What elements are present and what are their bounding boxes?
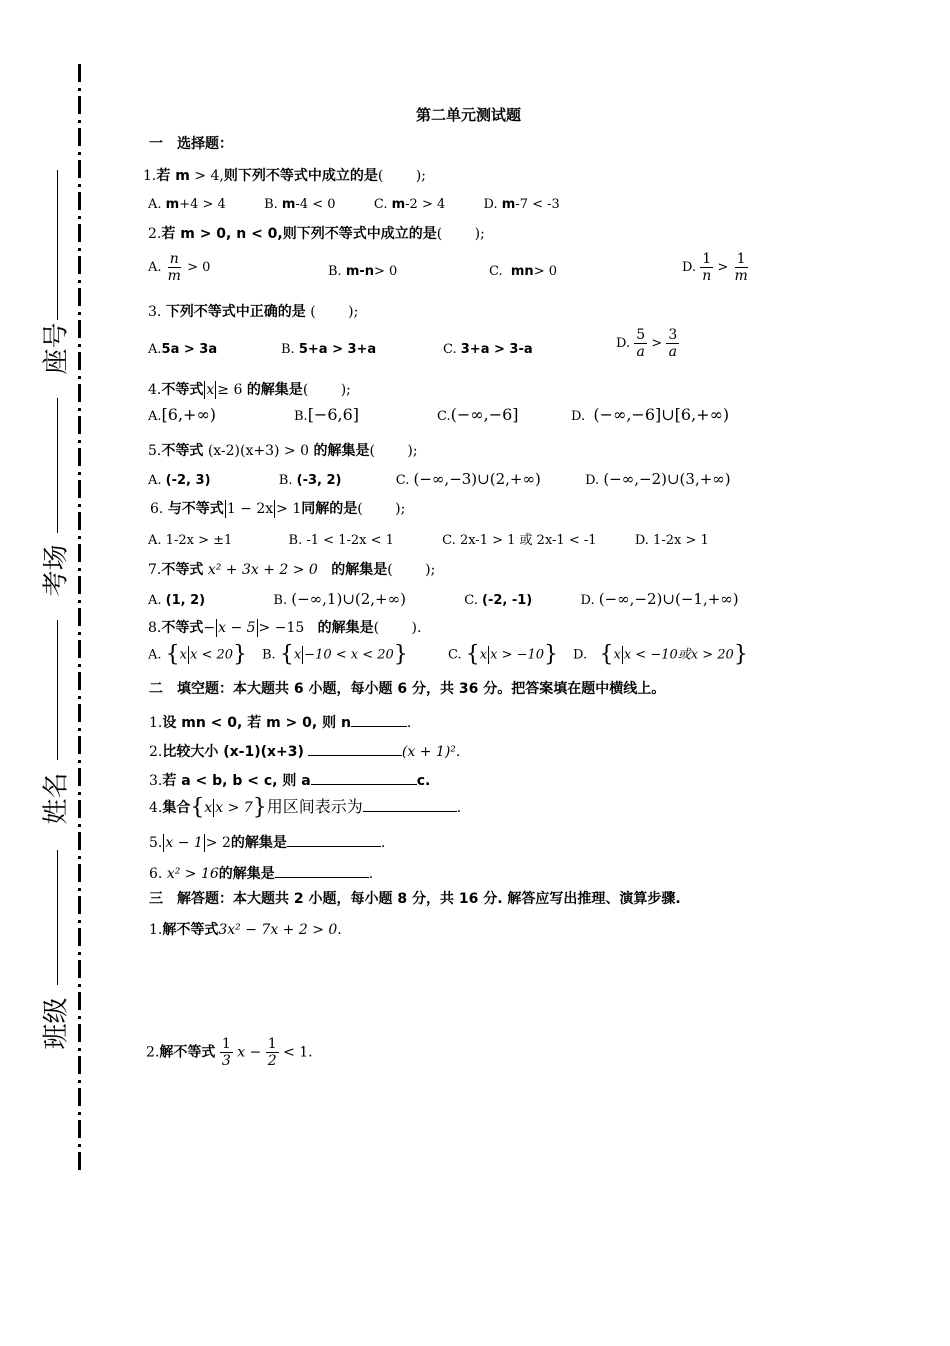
fill-1-blank[interactable]: [351, 712, 407, 727]
question-6: 6. 与不等式 1 − 2x > 1同解的是( );: [150, 501, 406, 517]
binding-dash: [78, 704, 81, 722]
binding-dot: [78, 440, 81, 443]
question-1: 1.若 m > 4,则下列不等式中成立的是( );: [143, 168, 426, 184]
q1-option-a: A. m+4 > 4: [148, 197, 226, 212]
question-5-options: [148, 470, 731, 490]
exam-room-label: 考场: [41, 544, 72, 597]
binding-dot: [78, 1112, 81, 1115]
q5-option-d: D. (−∞,−2)∪(3,+∞): [585, 470, 731, 488]
question-4: 4.不等式 x ≥ 6 的解集是( );: [148, 382, 351, 398]
binding-dash: [78, 128, 81, 146]
q2-option-d: D. $\frac{1}{n}$ > $\frac{1}{m}$: [682, 251, 748, 284]
fill-5-blank[interactable]: [287, 832, 381, 847]
q4-option-c: C.(−∞,−6]: [437, 405, 519, 424]
fill-6-blank[interactable]: [275, 863, 369, 878]
q1-option-b: B. m-4 < 0: [264, 197, 336, 212]
q2-option-a: A. $\frac{n}{m}$ > 0: [148, 251, 211, 284]
binding-dot: [78, 664, 81, 667]
binding-dot: [78, 376, 81, 379]
binding-dash: [78, 1056, 81, 1074]
q4-option-d: D. (−∞,−6]∪[6,+∞): [571, 405, 730, 424]
q2-option-b: B. m-n> 0: [328, 264, 398, 279]
q5-option-a: A. (-2, 3): [148, 473, 211, 488]
binding-dot: [78, 536, 81, 539]
section-1-heading: 一 选择题：: [149, 136, 233, 152]
binding-dot: [78, 120, 81, 123]
binding-dash: [78, 928, 81, 946]
name-label: 姓名: [41, 772, 72, 825]
q3-option-a: A.5a > 3a: [148, 342, 218, 357]
problem-1: 1.解不等式3x² − 7x + 2 > 0.: [149, 922, 342, 938]
q4-option-b: B.[−6,6]: [294, 405, 360, 424]
question-6-options: [148, 532, 709, 550]
q8-option-b: B. {x −10 < x < 20}: [262, 642, 408, 667]
binding-dot: [78, 728, 81, 731]
binding-dot: [78, 1080, 81, 1083]
question-7: 7.不等式 x² + 3x + 2 > 0 的解集是( );: [148, 562, 436, 578]
question-5: 5.不等式 (x-2)(x+3) > 0 的解集是( );: [148, 443, 418, 459]
binding-dash: [78, 256, 81, 274]
question-1-options: [148, 196, 560, 214]
binding-dash: [78, 288, 81, 306]
binding-dash: [78, 736, 81, 754]
binding-dot: [78, 312, 81, 315]
q6-option-d: D. 1-2x > 1: [634, 533, 709, 548]
fill-6: 6. x² > 16的解集是 .: [149, 863, 373, 883]
binding-dash: [78, 832, 81, 850]
binding-dot: [78, 792, 81, 795]
binding-dot: [78, 504, 81, 507]
name-blank: [57, 620, 58, 760]
question-8: 8.不等式− x − 5 > −15 的解集是( ).: [148, 620, 422, 636]
binding-dash: [78, 576, 81, 594]
binding-dash: [78, 1024, 81, 1042]
q8-option-d: D. {x x < −10或x > 20}: [573, 642, 748, 667]
binding-dash: [78, 992, 81, 1010]
exam-room-blank: [57, 398, 58, 533]
q1-option-d: D. m-7 < -3: [483, 197, 560, 212]
q7-option-b: B. (−∞,1)∪(2,+∞): [273, 590, 406, 608]
binding-dash: [78, 896, 81, 914]
q6-option-c: C. 2x-1 > 1 或 2x-1 < -1: [442, 533, 597, 548]
q6-option-a: A. 1-2x > ±1: [148, 533, 233, 548]
binding-dot: [78, 1016, 81, 1019]
binding-dash: [78, 320, 81, 338]
binding-dash: [78, 224, 81, 242]
binding-dot: [78, 88, 81, 91]
binding-dot: [78, 1144, 81, 1147]
fill-1: 1.设 mn < 0, 若 m > 0, 则 n .: [149, 712, 411, 732]
binding-dash: [78, 608, 81, 626]
q8-option-c: C. {x x > −10}: [448, 642, 559, 667]
class-label: 班级: [41, 997, 72, 1050]
binding-dash: [78, 384, 81, 402]
binding-dot: [78, 248, 81, 251]
page-title: 第二单元测试题: [416, 106, 522, 124]
fill-3-blank[interactable]: [311, 770, 417, 785]
q4-option-a: A.[6,+∞): [148, 405, 217, 424]
section-3-heading: 三 解答题：本大题共 2 小题，每小题 8 分，共 16 分. 解答应写出推理、演算步骤.: [149, 891, 681, 907]
binding-dash: [78, 64, 81, 82]
binding-dot: [78, 824, 81, 827]
q8-option-a: A. {x x < 20}: [148, 642, 248, 667]
binding-dash: [78, 640, 81, 658]
fill-4: 4.集合{x x > 7}用区间表示为 .: [149, 795, 462, 820]
fill-3: 3.若 a < b, b < c, 则 a c.: [149, 770, 430, 790]
fill-4-blank[interactable]: [363, 797, 457, 812]
binding-dot: [78, 856, 81, 859]
q3-option-b: B. 5+a > 3+a: [281, 342, 377, 357]
class-blank: [57, 850, 58, 985]
q6-option-b: B. -1 < 1-2x < 1: [288, 533, 394, 548]
q7-option-a: A. (1, 2): [148, 593, 206, 608]
binding-dash: [78, 96, 81, 114]
q5-option-b: B. (-3, 2): [278, 473, 342, 488]
fill-5: 5. x − 1 > 2的解集是 .: [149, 832, 385, 852]
q3-option-c: C. 3+a > 3-a: [443, 342, 533, 357]
binding-dot: [78, 472, 81, 475]
binding-dash: [78, 800, 81, 818]
binding-dot: [78, 280, 81, 283]
binding-dot: [78, 1048, 81, 1051]
binding-dash: [78, 544, 81, 562]
binding-dot: [78, 408, 81, 411]
binding-dot: [78, 984, 81, 987]
q3-option-d: D. $\frac{5}{a}$ > $\frac{3}{a}$: [616, 327, 678, 360]
binding-dot: [78, 632, 81, 635]
q5-option-c: C. (−∞,−3)∪(2,+∞): [395, 470, 541, 488]
binding-dash: [78, 416, 81, 434]
binding-dash: [78, 480, 81, 498]
binding-dot: [78, 952, 81, 955]
q7-option-d: D. (−∞,−2)∪(−1,+∞): [580, 590, 739, 608]
problem-2: 2.解不等式 $\frac{1}{3}$ x − $\frac{1}{2}$ < 1.: [146, 1036, 313, 1069]
binding-dot: [78, 344, 81, 347]
binding-dash: [78, 352, 81, 370]
binding-dot: [78, 216, 81, 219]
seat-number-blank: [57, 170, 58, 320]
fill-2: 2.比较大小 (x-1)(x+3) (x + 1)².: [149, 741, 460, 761]
question-7-options: [148, 590, 739, 610]
binding-dash: [78, 1088, 81, 1106]
question-2: 2.若 m > 0, n < 0,则下列不等式中成立的是( );: [148, 226, 485, 242]
q1-option-c: C. m-2 > 4: [373, 197, 446, 212]
seat-number-label: 座号: [41, 322, 72, 375]
binding-dot: [78, 152, 81, 155]
binding-dot: [78, 184, 81, 187]
binding-dash: [78, 160, 81, 178]
binding-dot: [78, 920, 81, 923]
q2-option-c: C. mn> 0: [489, 264, 557, 279]
binding-dot: [78, 888, 81, 891]
binding-dash: [78, 672, 81, 690]
binding-dash: [78, 448, 81, 466]
binding-dash: [78, 864, 81, 882]
binding-dot: [78, 696, 81, 699]
binding-dash: [78, 768, 81, 786]
section-2-heading: 二 填空题：本大题共 6 小题，每小题 6 分，共 36 分。把答案填在题中横线上。: [149, 681, 666, 697]
fill-2-blank[interactable]: [308, 741, 402, 756]
q7-option-c: C. (-2, -1): [464, 593, 533, 608]
binding-dot: [78, 760, 81, 763]
binding-dash: [78, 960, 81, 978]
question-3: 3. 下列不等式中正确的是 ( );: [148, 304, 359, 320]
binding-dash: [78, 192, 81, 210]
binding-dot: [78, 600, 81, 603]
binding-dash: [78, 1120, 81, 1138]
binding-dash: [78, 1152, 81, 1170]
binding-dash: [78, 512, 81, 530]
binding-dot: [78, 568, 81, 571]
